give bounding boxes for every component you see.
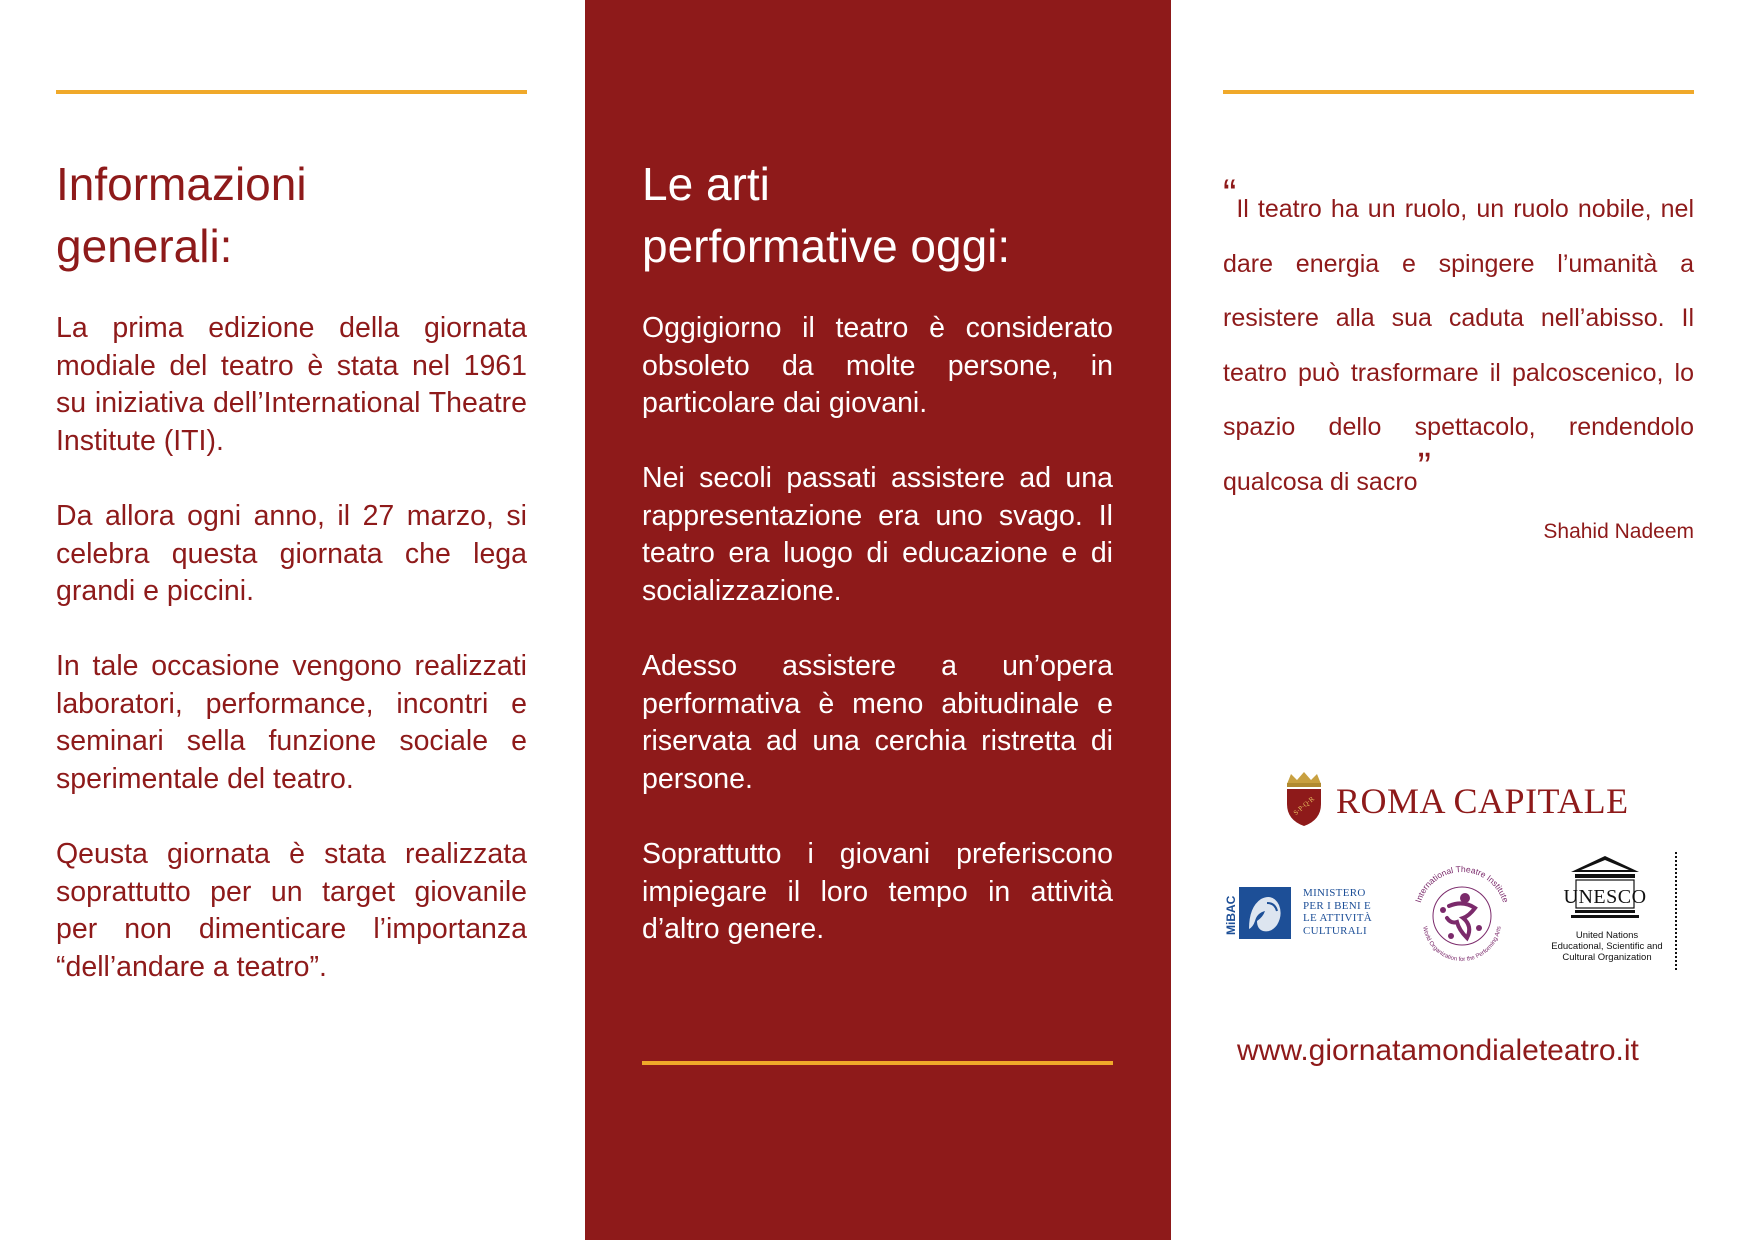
unesco-line: Educational, Scientific and bbox=[1551, 941, 1663, 952]
paragraph: Soprattutto i giovani preferiscono impiegare il loro tempo in attività d’altro genere. bbox=[642, 838, 1113, 945]
unesco-line: Cultural Organization bbox=[1562, 952, 1652, 963]
paragraph: La prima edizione della giornata modiale del teatro è stata nel 1961 su iniziativa dell’International Theatre Institute (ITI). bbox=[56, 312, 527, 457]
open-quote-mark: “ bbox=[1223, 172, 1237, 216]
section-heading bbox=[642, 153, 1010, 277]
mibac-line: PER I BENI E bbox=[1303, 899, 1372, 912]
quote bbox=[1223, 172, 1694, 509]
crest-text: S·P·Q·R bbox=[1292, 795, 1316, 817]
heading-line: Le arti bbox=[642, 158, 770, 210]
dotted-separator bbox=[1675, 852, 1677, 970]
mibac-logo bbox=[1224, 885, 1387, 945]
paragraph: Adesso assistere a un’opera performativa è meno abitudinale e riservata ad una cerchia ristretta di persone. bbox=[642, 650, 1113, 795]
roma-capitale-logo bbox=[1281, 770, 1641, 830]
paragraph: Da allora ogni anno, il 27 marzo, si celebra questa giornata che lega grandi e piccini. bbox=[56, 500, 527, 607]
paragraph: In tale occasione vengono realizzati laboratori, performance, incontri e seminari sella funzione sociale e sperimentale del teatro. bbox=[56, 650, 527, 795]
partner-logos bbox=[1224, 850, 1697, 970]
section-heading bbox=[56, 153, 307, 277]
heading-line: generali: bbox=[56, 220, 233, 272]
unesco-word: UNESCO bbox=[1563, 886, 1647, 908]
iti-bottom-text: World Organization for the Performing Arts bbox=[1421, 925, 1503, 964]
unesco-logo bbox=[1547, 850, 1697, 970]
paragraph: Qeusta giornata è stata realizzata soprattutto per un target giovanile per non dimenticare l’importanza “dell’andare a teatro”. bbox=[56, 838, 527, 983]
roma-capitale-text: ROMA CAPITALE bbox=[1336, 781, 1629, 821]
right-panel bbox=[1171, 0, 1754, 1240]
mibac-line: MINISTERO bbox=[1303, 887, 1366, 899]
unesco-temple-icon bbox=[1565, 850, 1645, 928]
heading-line: Informazioni bbox=[56, 158, 307, 210]
quote-text: Il teatro ha un ruolo, un ruolo nobile, nel dare energia e spingere l’umanità a resistere alla sua caduta nell’abisso. Il teatro può trasformare il palcoscenico, lo spazio dello spettacolo, rendendolo qualcosa di sacro bbox=[1223, 195, 1694, 496]
top-divider bbox=[56, 90, 527, 94]
bottom-divider bbox=[642, 1061, 1113, 1065]
heading-line: performative oggi: bbox=[642, 220, 1011, 272]
iti-emblem-icon bbox=[1407, 860, 1517, 970]
quote-author: Shahid Nadeem bbox=[1543, 520, 1694, 543]
mibac-line: CULTURALI bbox=[1303, 924, 1368, 937]
mibac-icon bbox=[1224, 885, 1293, 941]
paragraph: Oggigiorno il teatro è considerato obsoleto da molte persone, in particolare dai giovani. bbox=[642, 312, 1113, 419]
unesco-line: United Nations bbox=[1575, 930, 1639, 941]
website-url[interactable]: www.giornatamondialeteatro.it bbox=[1237, 1034, 1639, 1067]
paragraph: Nei secoli passati assistere ad una rappresentazione era uno svago. Il teatro era luogo di educazione e di socializzazione. bbox=[642, 462, 1113, 607]
crest-icon bbox=[1281, 770, 1327, 828]
mibac-line: LE ATTIVITÀ bbox=[1303, 912, 1372, 924]
mibac-text bbox=[1303, 887, 1372, 937]
iti-logo bbox=[1407, 860, 1517, 970]
close-quote-mark: ” bbox=[1417, 444, 1431, 489]
top-divider bbox=[1223, 90, 1694, 94]
unesco-text bbox=[1547, 930, 1667, 963]
left-panel bbox=[0, 0, 585, 1240]
mibac-vertical-text: MiBAC bbox=[1224, 895, 1238, 935]
middle-panel bbox=[585, 0, 1171, 1240]
iti-top-text: International Theatre Institute bbox=[1413, 863, 1511, 904]
